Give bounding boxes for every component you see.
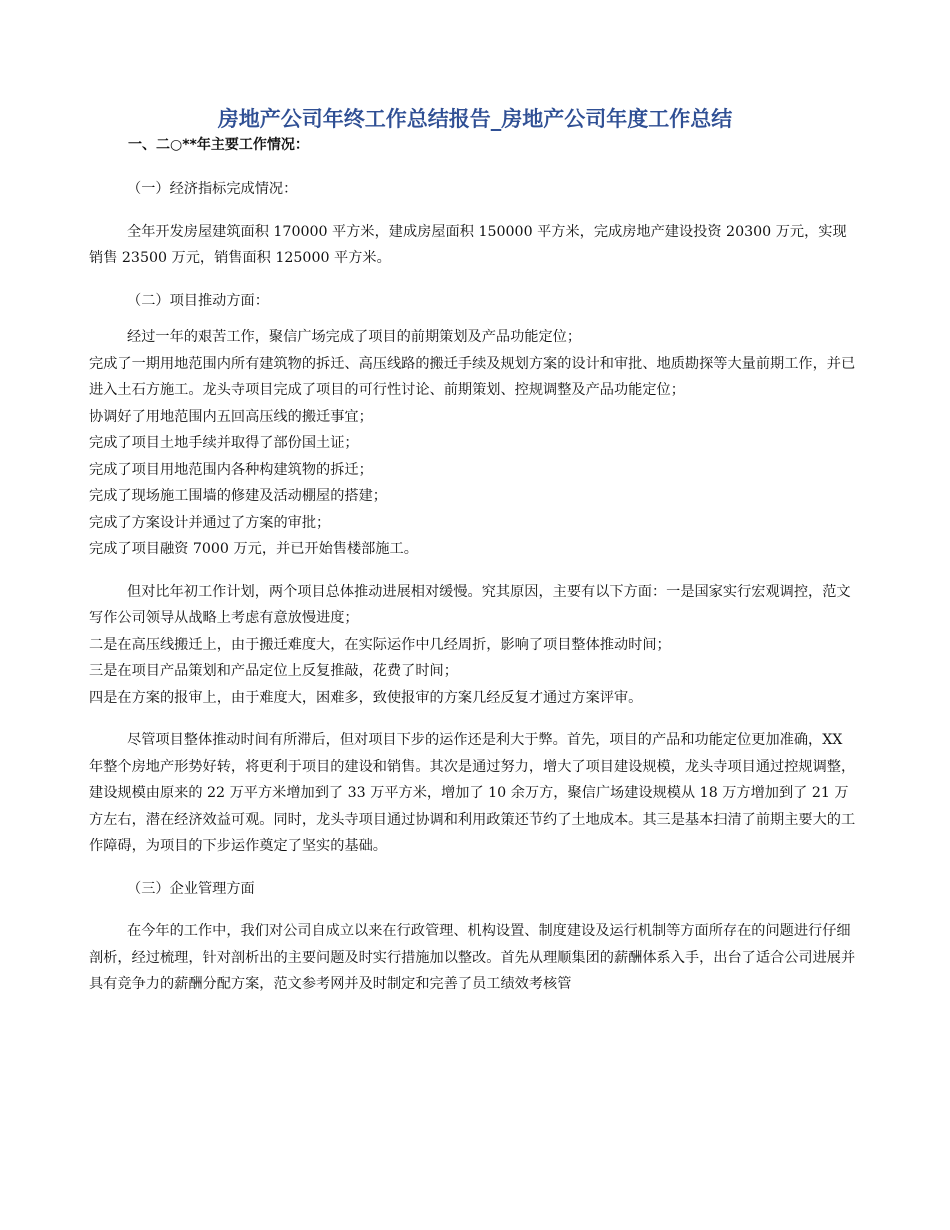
- section-heading-main-work: 一、二○**年主要工作情况：: [128, 137, 309, 153]
- paragraph-enterprise-management: 在今年的工作中，我们对公司自成立以来在行政管理、机构设置、制度建设及运行机制等方面所存在的问题进行仔细剖析，经过梳理，针对剖析出的主要问题及时实行措施加以整改。首先从理顺集团的薪酬体系入手，出台了适合公司进展并具有竞争力的薪酬分配方案，范文参考网并及时制定和完善了员工绩效考核管: [89, 923, 856, 992]
- problem-line: 三是在项目产品策划和产品定位上反复推敲，花费了时间；: [89, 663, 458, 679]
- document-title: 房地产公司年终工作总结报告_房地产公司年度工作总结: [217, 107, 733, 131]
- paragraph-progress-problems: 但对比年初工作计划，两个项目总体推动进展相对缓慢。究其原因，主要有以下方面：一是国家实行宏观调控，范文写作公司领导从战略上考虑有意放慢进度；: [89, 583, 851, 626]
- paragraph-project-intro: 经过一年的艰苦工作，聚信广场完成了项目的前期策划及产品功能定位；: [127, 329, 582, 345]
- paragraph-progress-summary: 尽管项目整体推动时间有所滞后，但对项目下步的运作还是利大于弊。首先，项目的产品和功能定位更加准确，XX 年整个房地产形势好转，将更利于项目的建设和销售。其次是通过努力，增大了项目建设规模，龙头寺项目通过控规调整，建设规模由原来的 22 万平方米增加到了 33 万平方米，增加了 10 余万方，聚信广场建设规模从 18 万方增加到了 21 万方左右，潜在经济效益可观。同时，龙头寺项目通过协调和利用政策还节约了土地成本。其三是基本扫清了前期主要大的工作障碍，为项目的下步运作奠定了坚实的基础。: [89, 732, 856, 854]
- project-line: 完成了现场施工围墙的修建及活动棚屋的搭建；: [89, 488, 387, 504]
- project-line: 完成了方案设计并通过了方案的审批；: [89, 514, 331, 531]
- project-line: 完成了项目土地手续并取得了部份国土证；: [89, 435, 359, 451]
- project-line: 完成了项目用地范围内各种构建筑物的拆迁；: [89, 461, 373, 478]
- paragraph-economic-indicators: 全年开发房屋建筑面积 170000 平方米，建成房屋面积 150000 平方米，完成房地产建设投资 20300 万元，实现销售 23500 万元，销售面积 125000 平方米。: [89, 223, 847, 266]
- subheading-enterprise-management: （三）企业管理方面: [127, 880, 255, 897]
- subheading-economic-indicators: （一）经济指标完成情况：: [127, 181, 298, 197]
- document-body: [89, 176, 859, 998]
- project-line: 完成了项目融资 7000 万元，并已开始售楼部施工。: [89, 541, 418, 557]
- subheading-project-progress: （二）项目推动方面：: [127, 292, 269, 309]
- project-line: 完成了一期用地范围内所有建筑物的拆迁、高压线路的搬迁手续及规划方案的设计和审批、地质勘探等大量前期工作，并已进入土石方施工。龙头寺项目完成了项目的可行性讨论、前期策划、控规调整及产品功能定位；: [89, 355, 856, 398]
- problem-line: 二是在高压线搬迁上，由于搬迁难度大，在实际运作中几经周折，影响了项目整体推动时间；: [89, 636, 671, 653]
- project-line: 协调好了用地范围内五回高压线的搬迁事宜；: [89, 408, 373, 425]
- problem-line: 四是在方案的报审上，由于难度大，困难多，致使报审的方案几经反复才通过方案评审。: [89, 689, 643, 706]
